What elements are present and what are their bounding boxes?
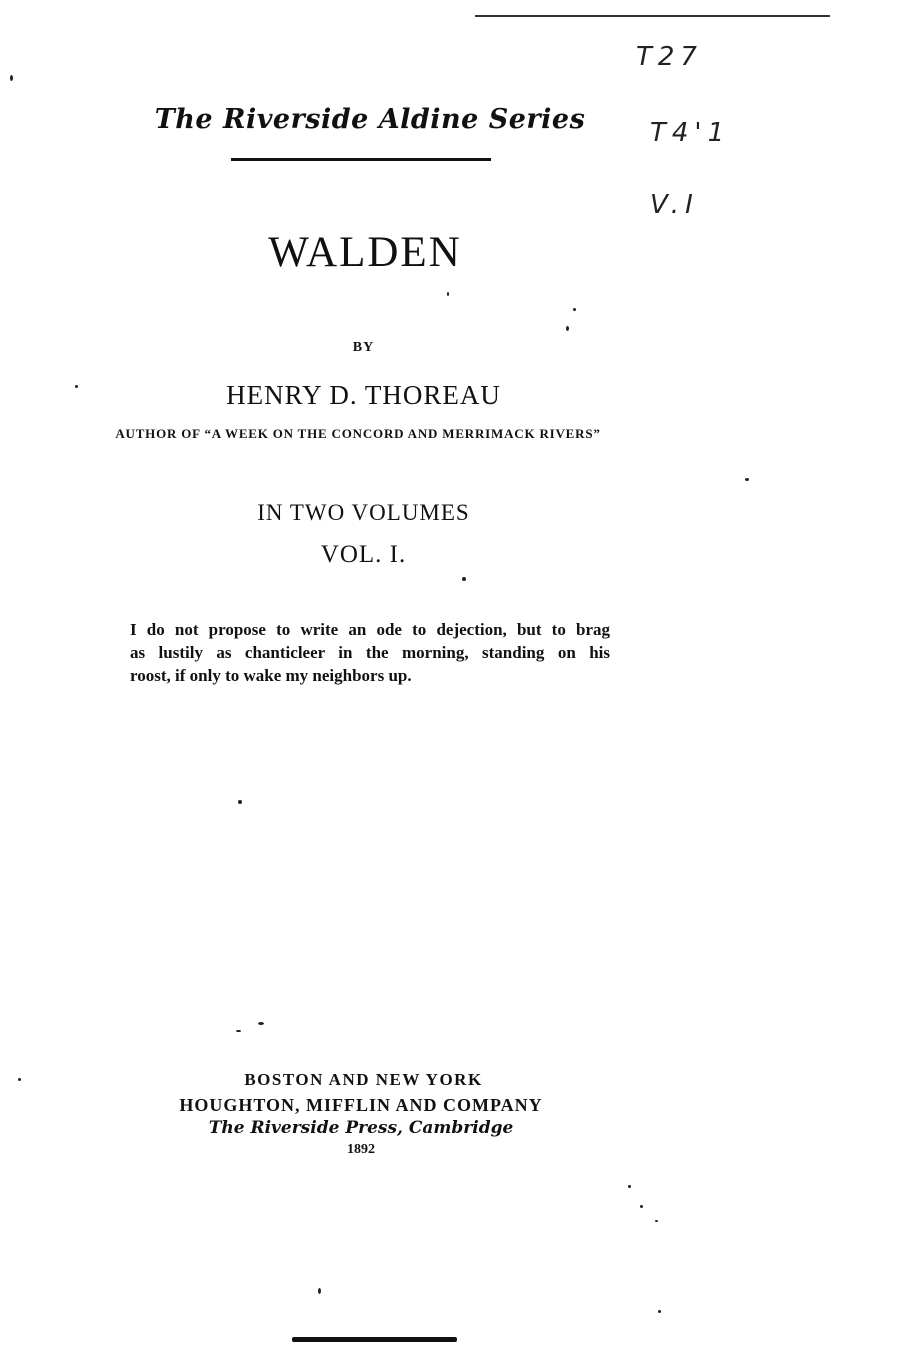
bottom-rule	[292, 1337, 457, 1342]
scan-speck	[655, 1220, 658, 1222]
epigraph-line: as lustily as chanticleer in the morning, standing on his	[130, 643, 610, 662]
scan-speck	[238, 800, 242, 804]
by-label: BY	[352, 340, 375, 355]
scan-speck	[258, 1022, 264, 1025]
scan-speck	[447, 292, 449, 296]
top-rule	[475, 15, 830, 17]
scan-speck	[640, 1205, 643, 1208]
scan-speck	[658, 1310, 661, 1313]
author-name: HENRY D. THOREAU	[226, 380, 501, 410]
scan-speck	[318, 1288, 321, 1294]
handwritten-note-3: V.I	[650, 190, 699, 220]
handwritten-note-2: T4'1	[650, 118, 731, 148]
scan-speck	[18, 1078, 21, 1081]
scan-speck	[566, 326, 569, 331]
handwritten-note-1: T27	[636, 42, 703, 72]
scan-speck	[462, 577, 466, 581]
epigraph-line: roost, if only to wake my neighbors up.	[130, 666, 412, 685]
book-title: WALDEN	[268, 229, 462, 276]
scan-speck	[75, 385, 78, 388]
volumes-label: IN TWO VOLUMES	[257, 500, 470, 525]
imprint-place: BOSTON AND NEW YORK	[244, 1070, 483, 1089]
scan-speck	[10, 75, 13, 81]
author-note: AUTHOR OF “A WEEK ON THE CONCORD AND MERRIMACK RIVERS”	[115, 426, 601, 441]
imprint-year: 1892	[347, 1142, 375, 1157]
series-rule	[231, 158, 491, 161]
scan-speck	[573, 308, 576, 311]
epigraph-line: I do not propose to write an ode to dejection, but to brag	[130, 620, 610, 639]
imprint-press: The Riverside Press, Cambridge	[208, 1118, 514, 1138]
imprint-publisher: HOUGHTON, MIFFLIN AND COMPANY	[179, 1095, 543, 1115]
volume-number: VOL. I.	[320, 541, 407, 568]
scan-speck	[236, 1030, 241, 1032]
epigraph	[130, 618, 610, 687]
scan-speck	[745, 478, 749, 481]
scan-speck	[628, 1185, 631, 1188]
series-title: The Riverside Aldine Series	[154, 104, 586, 135]
